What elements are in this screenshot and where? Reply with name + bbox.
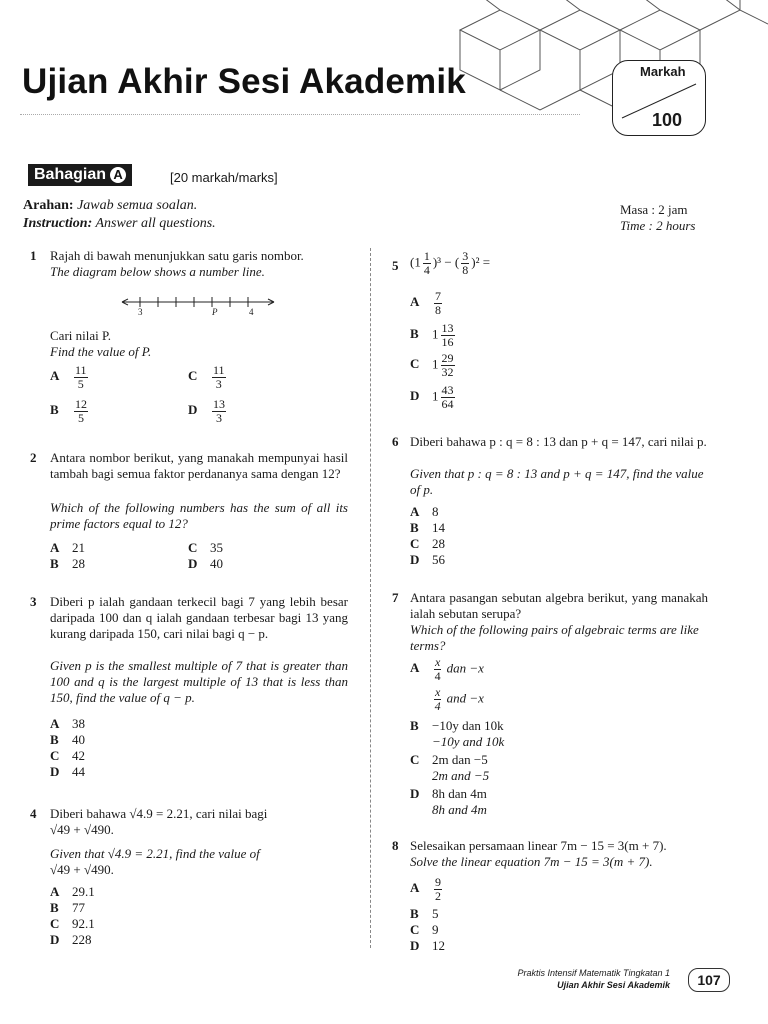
q3-option-c[interactable]: C 42 <box>50 748 85 763</box>
q4-option-a[interactable]: A 29.1 <box>50 884 95 899</box>
q3-option-d[interactable]: D 44 <box>50 764 85 779</box>
title-divider <box>20 114 580 115</box>
q5-expression: (1 $\frac{1}{4}$ )³ − ( $\frac{3}{8}$ )² = <box>410 249 491 277</box>
q7-option-b[interactable]: B −10y dan 10k <box>410 718 504 733</box>
q6-text-ms: Diberi bahawa p : q = 8 : 13 dan p + q = 147, cari nilai p. <box>410 434 707 449</box>
q2-text-en: Which of the following numbers has the sum of all its prime factors equal to 12? <box>50 500 348 531</box>
q7-option-a-en: $\frac{x}{4}$ and −x <box>434 685 484 713</box>
footer-book-title: Praktis Intensif Matematik Tingkatan 1 <box>517 968 670 978</box>
section-header <box>28 164 132 186</box>
page-title: Ujian Akhir Sesi Akademik <box>22 62 466 101</box>
number-line-label-4: 4 <box>249 307 254 317</box>
score-label: Markah <box>640 64 686 79</box>
q5-option-c[interactable]: C 1 $\frac{29}{32}$ <box>410 351 454 379</box>
page-number: 107 <box>688 968 730 992</box>
section-marks: [20 markah/marks] <box>170 170 278 185</box>
time-ms: Masa : 2 jam <box>620 202 688 217</box>
q4-option-c[interactable]: C 92.1 <box>50 916 95 931</box>
q6-text-en: Given that p : q = 8 : 13 and p + q = 147, find the value of p. <box>410 466 704 497</box>
q5-option-b[interactable]: B 1 $\frac{13}{16}$ <box>410 321 454 349</box>
q8-option-c[interactable]: C 9 <box>410 922 439 937</box>
q1-ask-en: Find the value of P. <box>50 344 152 359</box>
q7-option-c-en: 2m and −5 <box>432 768 490 783</box>
q7-text-ms: Antara pasangan sebutan algebra berikut, yang manakah ialah sebutan serupa? <box>410 590 708 621</box>
decorative-cube-pattern <box>420 0 768 150</box>
q3-option-b[interactable]: B 40 <box>50 732 85 747</box>
q8-option-d[interactable]: D 12 <box>410 938 445 953</box>
q4-option-b[interactable]: B 77 <box>50 900 85 915</box>
q8-option-a[interactable]: A $\frac{9}{2}$ <box>410 875 441 903</box>
q7-number: 7 <box>392 590 399 605</box>
q7-option-a[interactable]: A $\frac{x}{4}$ dan −x <box>410 655 484 683</box>
instruction-ms: Arahan: Jawab semua soalan. <box>23 198 198 213</box>
q4-text-en-2: √49 + √490. <box>50 862 114 877</box>
q8-number: 8 <box>392 838 399 853</box>
q2-number: 2 <box>30 450 37 465</box>
q8-option-b[interactable]: B 5 <box>410 906 439 921</box>
q1-ask-ms: Cari nilai P. <box>50 328 112 343</box>
score-value: 100 <box>652 110 683 130</box>
q4-text-ms-2: √49 + √490. <box>50 822 114 837</box>
q5-option-a[interactable]: A $\frac{7}{8}$ <box>410 289 441 317</box>
q4-text-ms-1: Diberi bahawa √4.9 = 2.21, cari nilai bagi <box>50 806 268 821</box>
q8-text-en: Solve the linear equation 7m − 15 = 3(m + 7). <box>410 854 653 869</box>
section-badge: Bahagian A <box>28 164 132 186</box>
q2-option-d[interactable]: D 40 <box>188 556 223 571</box>
q3-text-en: Given p is the smallest multiple of 7 that is greater than 100 and q is the largest multiple of 13 that is less than 150, find the value of q − p. <box>50 658 348 705</box>
q7-option-d[interactable]: D 8h dan 4m <box>410 786 487 801</box>
q8-text-ms: Selesaikan persamaan linear 7m − 15 = 3(m + 7). <box>410 838 667 853</box>
q5-number: 5 <box>392 258 399 273</box>
q1-number: 1 <box>30 248 37 263</box>
q2-option-a[interactable]: A 21 <box>50 540 85 555</box>
q6-option-b[interactable]: B 14 <box>410 520 445 535</box>
q6-option-a[interactable]: A 8 <box>410 504 439 519</box>
q1-text-ms: Rajah di bawah menunjukkan satu garis nombor. <box>50 248 304 263</box>
q2-option-c[interactable]: C 35 <box>188 540 223 555</box>
q3-option-a[interactable]: A 38 <box>50 716 85 731</box>
section-letter: A <box>110 167 126 183</box>
q6-option-d[interactable]: D 56 <box>410 552 445 567</box>
q4-option-d[interactable]: D 228 <box>50 932 92 947</box>
q4-number: 4 <box>30 806 37 821</box>
q2-text-ms: Antara nombor berikut, yang manakah mempunyai hasil tambah bagi semua faktor perdananya sama dengan 12? <box>50 450 348 481</box>
time-en: Time : 2 hours <box>620 218 696 233</box>
q7-text-en: Which of the following pairs of algebraic terms are like terms? <box>410 622 699 653</box>
q7-option-c[interactable]: C 2m dan −5 <box>410 752 488 767</box>
q7-option-d-en: 8h and 4m <box>432 802 487 817</box>
q7-option-b-en: −10y and 10k <box>432 734 505 749</box>
column-divider <box>370 248 371 948</box>
footer-section-title: Ujian Akhir Sesi Akademik <box>557 980 670 990</box>
q1-option-a[interactable]: A $\frac{11}{5}$ <box>50 363 87 391</box>
q2-option-b[interactable]: B 28 <box>50 556 85 571</box>
q6-number: 6 <box>392 434 399 449</box>
q4-text-en-1: Given that √4.9 = 2.21, find the value of <box>50 846 260 861</box>
q1-option-c[interactable]: C $\frac{11}{3}$ <box>188 363 225 391</box>
q1-option-d[interactable]: D $\frac{13}{3}$ <box>188 397 225 425</box>
q1-text-en: The diagram below shows a number line. <box>50 264 265 279</box>
q3-number: 3 <box>30 594 37 609</box>
q3-text-ms: Diberi p ialah gandaan terkecil bagi 7 yang lebih besar daripada 100 dan q ialah gandaan terbesar bagi 13 yang kurang daripada 150, cari nilai bagi q − p. <box>50 594 348 641</box>
q1-option-b[interactable]: B $\frac{12}{5}$ <box>50 397 87 425</box>
q6-option-c[interactable]: C 28 <box>410 536 445 551</box>
number-line-label-p: P <box>212 307 218 317</box>
number-line-label-3: 3 <box>138 307 143 317</box>
q5-option-d[interactable]: D 1 $\frac{43}{64}$ <box>410 383 454 411</box>
instruction-en: Instruction: Answer all questions. <box>23 216 216 231</box>
